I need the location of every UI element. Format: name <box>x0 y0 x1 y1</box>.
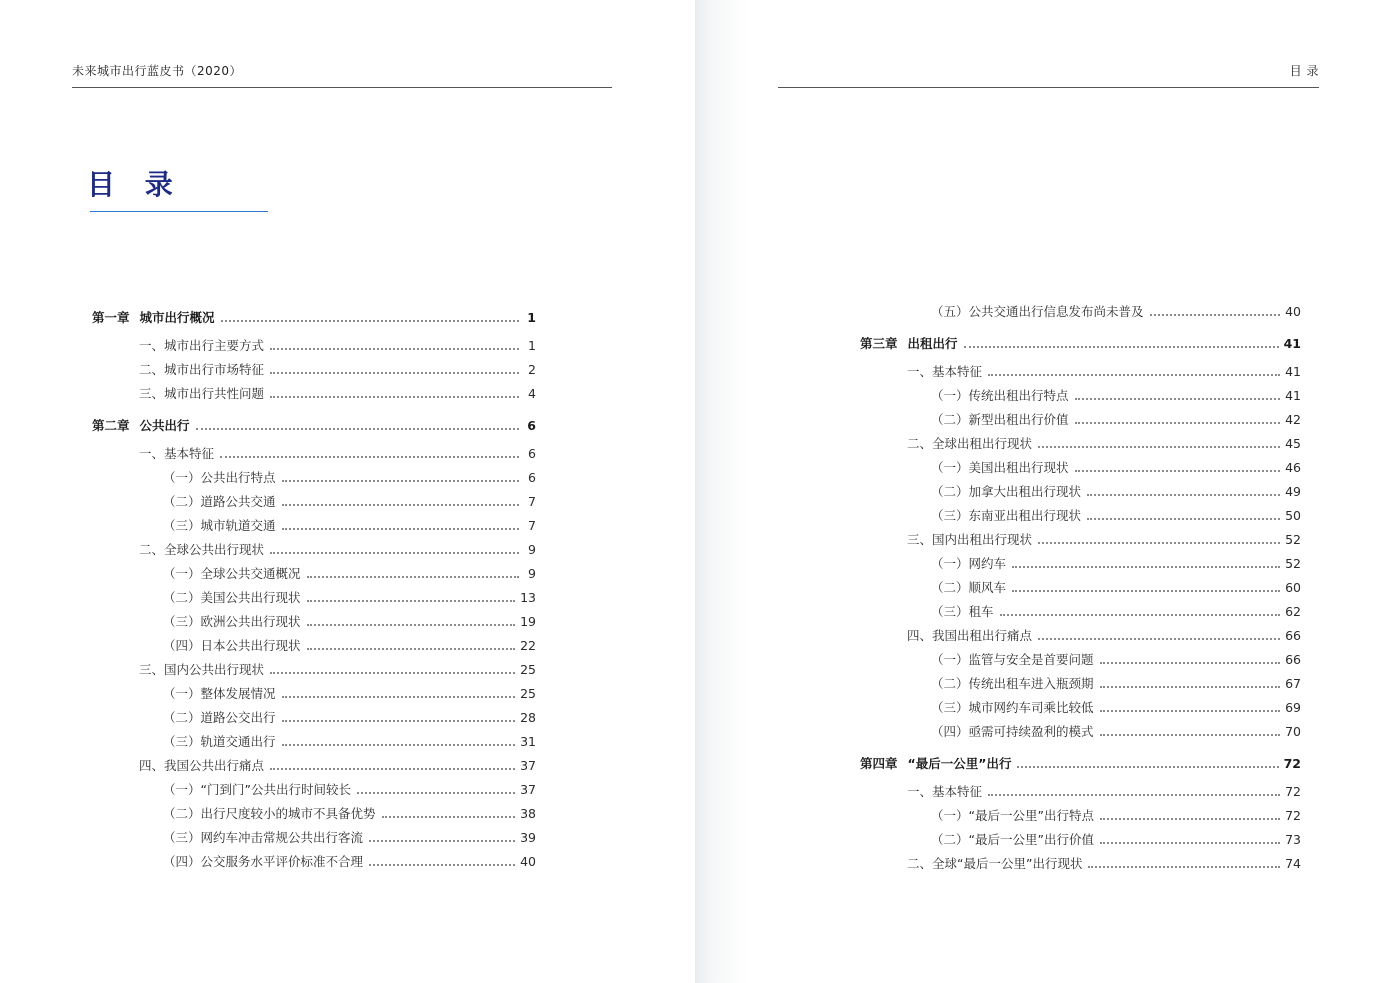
dot-leader <box>220 456 519 458</box>
toc-entry <box>163 852 536 870</box>
page-number: 6 <box>528 470 536 485</box>
toc-entry-label: （一）全球公共交通概况 <box>163 566 301 581</box>
page-number: 19 <box>520 614 536 629</box>
page-number: 6 <box>527 418 536 433</box>
toc-entry-label: （三）城市网约车司乘比较低 <box>931 700 1094 715</box>
page-number: 40 <box>1285 304 1301 319</box>
toc-entry-label: 二、全球“最后一公里”出行现状 <box>907 856 1083 871</box>
toc-entry-label: （五）公共交通出行信息发布尚未普及 <box>931 304 1144 319</box>
dot-leader <box>307 624 516 626</box>
toc-chapter-entry <box>860 754 1301 772</box>
toc-entry-label: 三、国内公共出行现状 <box>139 662 265 677</box>
dot-leader <box>270 396 519 398</box>
toc-entry-label: （三）欧洲公共出行现状 <box>163 614 301 629</box>
dot-leader <box>307 648 516 650</box>
toc-entry <box>931 482 1301 500</box>
toc-chapter-entry <box>860 334 1301 352</box>
toc-entry-label: 二、城市出行市场特征 <box>139 362 265 377</box>
dot-leader <box>1100 842 1280 844</box>
toc-entry-label: （二）顺风车 <box>931 580 1007 595</box>
dot-leader <box>1088 866 1280 868</box>
page-number: 41 <box>1283 336 1301 351</box>
page-number: 72 <box>1285 808 1301 823</box>
toc-entry <box>139 660 536 678</box>
page-number: 45 <box>1285 436 1301 451</box>
toc-entry-label: 二、全球公共出行现状 <box>139 542 265 557</box>
toc-entry <box>931 830 1301 848</box>
toc-entry <box>139 540 536 558</box>
toc-entry <box>931 602 1301 620</box>
page-number: 72 <box>1285 784 1301 799</box>
toc-entry <box>139 360 536 378</box>
dot-leader <box>1100 818 1280 820</box>
toc-entry-label <box>92 418 190 434</box>
toc-entry-label: （一）监管与安全是首要问题 <box>931 652 1094 667</box>
toc-entry <box>907 362 1301 380</box>
toc-entry-label: （二）新型出租出行价值 <box>931 412 1069 427</box>
toc-entry-label: （二）道路公共交通 <box>163 494 276 509</box>
dot-leader <box>1100 662 1281 664</box>
page-number: 66 <box>1285 628 1301 643</box>
dot-leader <box>382 816 516 818</box>
toc-entry <box>163 780 536 798</box>
dot-leader <box>1012 590 1280 592</box>
dot-leader <box>369 864 515 866</box>
dot-leader <box>196 428 519 430</box>
toc-entry-label: （三）东南亚出租出行现状 <box>931 508 1082 523</box>
page-number: 6 <box>528 446 536 461</box>
toc-entry <box>907 854 1301 872</box>
dot-leader <box>1038 542 1280 544</box>
running-head-book-title: 未来城市出行蓝皮书（2020） <box>72 64 243 78</box>
dot-leader <box>270 348 519 350</box>
page-number: 38 <box>520 806 536 821</box>
dot-leader <box>307 600 516 602</box>
dot-leader <box>282 480 519 482</box>
toc-entry-label <box>860 336 958 352</box>
dot-leader <box>988 374 1280 376</box>
toc-entry <box>163 564 536 582</box>
toc-entry <box>931 674 1301 692</box>
page-number: 40 <box>520 854 536 869</box>
page-number: 39 <box>520 830 536 845</box>
dot-leader <box>357 792 515 794</box>
page-number: 7 <box>528 518 536 533</box>
toc-entry-label: （一）“门到门”公共出行时间较长 <box>163 782 351 797</box>
toc-entry <box>163 588 536 606</box>
dot-leader <box>1012 566 1280 568</box>
chapter-title: 城市出行概况 <box>139 310 215 325</box>
page-number: 2 <box>528 362 536 377</box>
page-number: 70 <box>1285 724 1301 739</box>
toc-chapter-entry <box>92 416 536 434</box>
page-number: 9 <box>528 566 536 581</box>
chapter-title: 公共出行 <box>139 418 190 433</box>
toc-entry <box>163 468 536 486</box>
toc-entry <box>163 708 536 726</box>
page-number: 25 <box>520 686 536 701</box>
header-rule <box>72 87 612 88</box>
toc-entry <box>907 530 1301 548</box>
toc-entry <box>163 612 536 630</box>
toc-entry-label: （一）整体发展情况 <box>163 686 276 701</box>
dot-leader <box>282 744 516 746</box>
dot-leader <box>1000 614 1281 616</box>
toc-entry <box>931 806 1301 824</box>
toc-entry-label: （二）出行尺度较小的城市不具备优势 <box>163 806 376 821</box>
toc-entry-label: 二、全球出租出行现状 <box>907 436 1033 451</box>
toc-entry <box>931 302 1301 320</box>
toc-entry-label: （二）传统出租车进入瓶颈期 <box>931 676 1094 691</box>
toc-entry-label: （一）网约车 <box>931 556 1007 571</box>
toc-entry <box>907 626 1301 644</box>
page-number: 37 <box>520 782 536 797</box>
toc-entry-label: （四）亟需可持续盈利的模式 <box>931 724 1094 739</box>
dot-leader <box>1038 638 1280 640</box>
dot-leader <box>270 552 519 554</box>
chapter-number: 第四章 <box>860 756 898 771</box>
page-number: 42 <box>1285 412 1301 427</box>
toc-entry-label: 四、我国出租出行痛点 <box>907 628 1033 643</box>
toc-entry-label: 四、我国公共出行痛点 <box>139 758 265 773</box>
page-number: 46 <box>1285 460 1301 475</box>
page-number: 25 <box>520 662 536 677</box>
toc-entry-label: 三、城市出行共性问题 <box>139 386 265 401</box>
toc-entry-label: （三）城市轨道交通 <box>163 518 276 533</box>
toc-entry <box>931 650 1301 668</box>
toc-entry <box>907 434 1301 452</box>
toc-entry-label: （一）美国出租出行现状 <box>931 460 1069 475</box>
page-number: 41 <box>1285 388 1301 403</box>
dot-leader <box>1038 446 1280 448</box>
toc-entry <box>907 782 1301 800</box>
toc-entry <box>163 516 536 534</box>
chapter-number: 第二章 <box>92 418 130 433</box>
running-head-section: 目 录 <box>1289 64 1319 78</box>
toc-entry-label: （一）“最后一公里”出行特点 <box>931 808 1094 823</box>
toc-entry <box>163 684 536 702</box>
page-number: 52 <box>1285 532 1301 547</box>
page-number: 60 <box>1285 580 1301 595</box>
page-number: 37 <box>520 758 536 773</box>
toc-entry-label: 一、基本特征 <box>907 784 983 799</box>
page-number: 69 <box>1285 700 1301 715</box>
dot-leader <box>1075 422 1281 424</box>
toc-entry <box>931 698 1301 716</box>
toc-entry-label: 一、基本特征 <box>139 446 215 461</box>
dot-leader <box>1100 710 1281 712</box>
dot-leader <box>1100 686 1281 688</box>
toc-entry-label <box>92 310 215 326</box>
toc-entry-label <box>860 756 1011 772</box>
toc-chapter-entry <box>92 308 536 326</box>
toc-entry <box>139 756 536 774</box>
toc-entry <box>139 336 536 354</box>
toc-entry <box>163 828 536 846</box>
toc-entry <box>931 506 1301 524</box>
toc-entry <box>163 732 536 750</box>
chapter-title: 出租出行 <box>907 336 958 351</box>
chapter-number: 第一章 <box>92 310 130 325</box>
page-number: 66 <box>1285 652 1301 667</box>
dot-leader <box>1075 398 1281 400</box>
toc-entry <box>163 636 536 654</box>
toc-entry-label: （二）道路公交出行 <box>163 710 276 725</box>
toc-entry-label: （四）公交服务水平评价标准不合理 <box>163 854 364 869</box>
page-number: 50 <box>1285 508 1301 523</box>
page-number: 22 <box>520 638 536 653</box>
dot-leader <box>988 794 1280 796</box>
page-number: 62 <box>1285 604 1301 619</box>
page-number: 28 <box>520 710 536 725</box>
toc-entry <box>931 410 1301 428</box>
toc-entry <box>931 458 1301 476</box>
page-number: 41 <box>1285 364 1301 379</box>
dot-leader <box>1087 494 1280 496</box>
page-number: 4 <box>528 386 536 401</box>
toc-entry <box>163 492 536 510</box>
dot-leader <box>282 696 516 698</box>
right-page <box>695 0 1391 983</box>
toc-entry <box>139 384 536 402</box>
header-rule <box>778 87 1319 88</box>
toc-title: 目 录 <box>87 168 183 201</box>
page-number: 31 <box>520 734 536 749</box>
page-number: 1 <box>527 310 536 325</box>
toc-entry-label: （三）网约车冲击常规公共出行客流 <box>163 830 364 845</box>
page-number: 73 <box>1285 832 1301 847</box>
page-number: 13 <box>520 590 536 605</box>
page-number: 49 <box>1285 484 1301 499</box>
toc-entry <box>139 444 536 462</box>
toc-entry <box>931 722 1301 740</box>
dot-leader <box>282 720 516 722</box>
dot-leader <box>1150 314 1281 316</box>
dot-leader <box>964 346 1279 348</box>
toc-entry-label: （一）传统出租出行特点 <box>931 388 1069 403</box>
dot-leader <box>1100 734 1281 736</box>
dot-leader <box>1017 766 1278 768</box>
page-number: 1 <box>528 338 536 353</box>
dot-leader <box>1087 518 1280 520</box>
dot-leader <box>282 528 519 530</box>
toc-entry-label: 一、城市出行主要方式 <box>139 338 265 353</box>
dot-leader <box>270 372 519 374</box>
toc-entry-label: （二）“最后一公里”出行价值 <box>931 832 1094 847</box>
toc-entry-label: 三、国内出租出行现状 <box>907 532 1033 547</box>
page-number: 72 <box>1283 756 1301 771</box>
toc-entry <box>163 804 536 822</box>
page-number: 7 <box>528 494 536 509</box>
page-number: 74 <box>1285 856 1301 871</box>
chapter-number: 第三章 <box>860 336 898 351</box>
toc-entry <box>931 578 1301 596</box>
chapter-title: “最后一公里”出行 <box>907 756 1012 771</box>
dot-leader <box>270 672 515 674</box>
page-number: 9 <box>528 542 536 557</box>
dot-leader <box>270 768 515 770</box>
dot-leader <box>221 320 519 322</box>
title-underline <box>90 211 268 212</box>
dot-leader <box>307 576 519 578</box>
toc-entry-label: （三）轨道交通出行 <box>163 734 276 749</box>
toc-entry-label: （二）加拿大出租出行现状 <box>931 484 1082 499</box>
page-number: 67 <box>1285 676 1301 691</box>
toc-entry-label: （三）租车 <box>931 604 994 619</box>
left-page <box>0 0 695 983</box>
dot-leader <box>282 504 519 506</box>
toc-entry-label: 一、基本特征 <box>907 364 983 379</box>
toc-entry-label: （二）美国公共出行现状 <box>163 590 301 605</box>
page-number: 52 <box>1285 556 1301 571</box>
toc-entry <box>931 554 1301 572</box>
dot-leader <box>1075 470 1281 472</box>
toc-entry <box>931 386 1301 404</box>
toc-entry-label: （四）日本公共出行现状 <box>163 638 301 653</box>
dot-leader <box>369 840 515 842</box>
toc-entry-label: （一）公共出行特点 <box>163 470 276 485</box>
